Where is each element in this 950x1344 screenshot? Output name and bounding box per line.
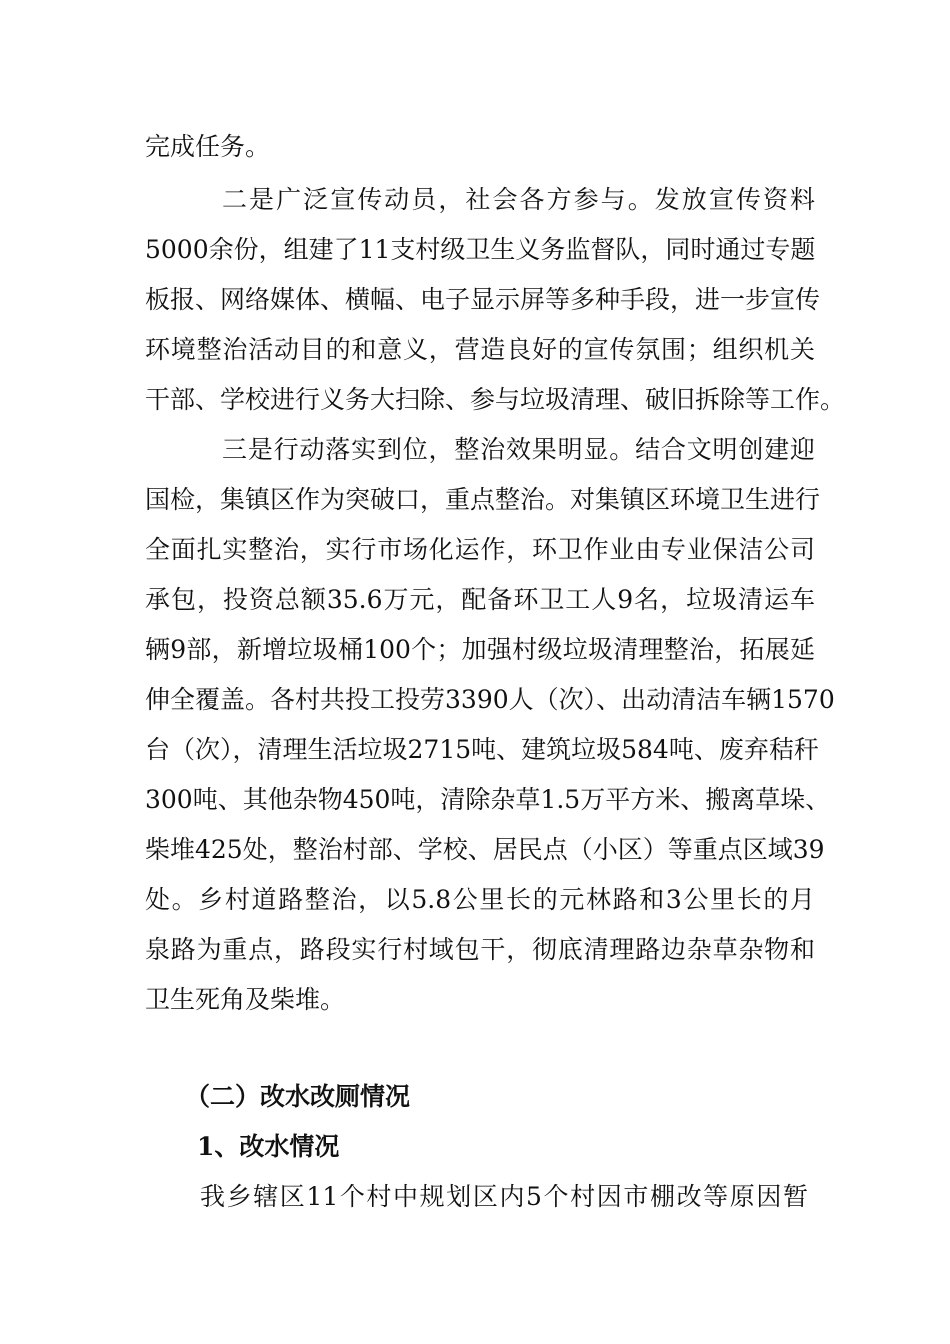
paragraph-line-10: 承包，投资总额35.6万元，配备环卫工人9名，垃圾清运车 — [145, 585, 815, 614]
paragraph-line-11: 辆9部，新增垃圾桶100个；加强村级垃圾清理整治，拓展延 — [145, 635, 815, 664]
paragraph-line-15: 柴堆425处，整治村部、学校、居民点（小区）等重点区域39 — [145, 835, 825, 864]
paragraph-line-7: 三是行动落实到位，整治效果明显。结合文明创建迎 — [222, 435, 815, 464]
subsection-heading: 1、改水情况 — [197, 1132, 340, 1161]
paragraph-line-19: 我乡辖区11个村中规划区内5个村因市棚改等原因暂 — [200, 1182, 808, 1211]
paragraph-line-12: 伸全覆盖。各村共投工投劳3390人（次）、出动清洁车辆1570 — [145, 685, 835, 714]
paragraph-line-8: 国检，集镇区作为突破口，重点整治。对集镇区环境卫生进行 — [145, 485, 821, 514]
paragraph-line-2: 二是广泛宣传动员，社会各方参与。发放宣传资料 — [222, 185, 815, 214]
paragraph-line-13: 台（次），清理生活垃圾2715吨、建筑垃圾584吨、废弃秸秆 — [145, 735, 819, 764]
paragraph-line-4: 板报、网络媒体、横幅、电子显示屏等多种手段，进一步宣传 — [145, 285, 821, 314]
paragraph-line-18: 卫生死角及柴堆。 — [145, 985, 346, 1014]
section-heading: （二）改水改厕情况 — [185, 1082, 411, 1111]
paragraph-line-5: 环境整治活动目的和意义，营造良好的宣传氛围；组织机关 — [145, 335, 815, 364]
paragraph-line-1: 完成任务。 — [145, 132, 271, 161]
paragraph-line-6: 干部、学校进行义务大扫除、参与垃圾清理、破旧拆除等工作。 — [145, 385, 846, 414]
paragraph-line-14: 300吨、其他杂物450吨，清除杂草1.5万平方米、搬离草垛、 — [145, 785, 831, 814]
paragraph-line-9: 全面扎实整治，实行市场化运作，环卫作业由专业保洁公司 — [145, 535, 815, 564]
paragraph-line-3: 5000余份，组建了11支村级卫生义务监督队，同时通过专题 — [145, 235, 816, 264]
paragraph-line-17: 泉路为重点，路段实行村域包干，彻底清理路边杂草杂物和 — [145, 935, 815, 964]
paragraph-line-16: 处。乡村道路整治，以5.8公里长的元林路和3公里长的月 — [145, 885, 815, 914]
